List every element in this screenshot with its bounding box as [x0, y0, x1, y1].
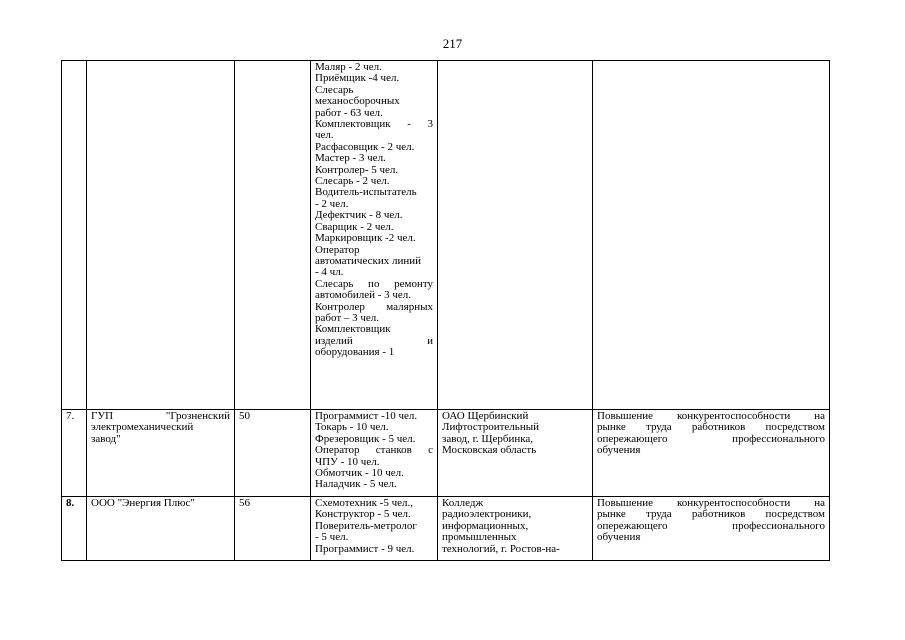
text-line: Контролер- 5 чел. [315, 163, 399, 176]
cell-organization [87, 410, 235, 497]
text-line: Оператор [315, 243, 360, 256]
text-line: ЧПУ - 10 чел. [315, 455, 380, 468]
text-line: электромеханический [91, 421, 194, 434]
cell-partner [438, 410, 593, 497]
text-line: рынке труда работников посредством [597, 508, 825, 521]
table-row [62, 61, 830, 410]
text-line: Московская область [442, 444, 537, 457]
page-number: 217 [442, 36, 463, 51]
text-line: технологий, г. Ростов-на- [442, 542, 560, 555]
text-line: Повышение конкурентоспособности на [597, 497, 825, 509]
cell-goal [593, 61, 830, 410]
cell-partner [438, 61, 593, 410]
text-line: опережающего профессионального [597, 432, 825, 445]
cell-count [235, 61, 311, 410]
cell-number: 7. [62, 410, 87, 497]
cell-goal [593, 410, 830, 497]
text-line: Фрезеровщик - 5 чел. [315, 432, 416, 445]
text-line: Программист -10 чел. [315, 410, 418, 422]
table-row [62, 410, 830, 497]
text-line: Конструктор - 5 чел. [315, 508, 411, 521]
text-line: радиоэлектроники, [442, 508, 532, 521]
text-line: Наладчик - 5 чел. [315, 478, 397, 491]
text-line: рынке труда работников посредством [597, 421, 825, 434]
text-line: Слесарь по ремонту [315, 277, 433, 290]
text-line: Колледж [442, 497, 484, 509]
text-line: оборудования - 1 [315, 346, 395, 359]
text-line: автоматических линий [315, 254, 422, 267]
text-line: Поверитель-метролог [315, 519, 417, 532]
text-line: Комплектовщик - 3 [315, 118, 433, 131]
text-line: автомобилей - 3 чел. [315, 289, 412, 302]
cell-number: 8. [62, 497, 87, 561]
text-line: ОАО Щербинский [442, 410, 529, 422]
text-line: Повышение конкурентоспособности на [597, 410, 825, 422]
text-line: Программист - 9 чел. [315, 542, 415, 555]
text-line: чел. [315, 129, 334, 142]
table-row [62, 497, 830, 561]
text-line: Мастер - 3 чел. [315, 152, 386, 165]
text-line: механосборочных [315, 95, 400, 108]
text-line: ООО "Энергия Плюс" [91, 497, 195, 509]
text-line: опережающего профессионального [597, 519, 825, 532]
text-line: Приёмщик -4 чел. [315, 72, 400, 85]
text-line: ГУП "Грозненский [91, 410, 230, 422]
cell-organization [87, 497, 235, 561]
cell-count: 56 [235, 497, 311, 561]
cell-partner [438, 497, 593, 561]
text-line: Оператор станков с [315, 444, 433, 457]
text-line: - 4 чл. [315, 266, 344, 279]
text-line: изделий и [315, 334, 433, 347]
text-line: Маркировщик -2 чел. [315, 232, 416, 245]
text-line: - 2 чел. [315, 197, 349, 210]
document-table [61, 60, 830, 561]
text-line: Расфасовщик - 2 чел. [315, 140, 415, 153]
text-line: завод" [91, 432, 121, 445]
text-line: Комплектовщик [315, 323, 391, 336]
text-line: Слесарь - 2 чел. [315, 175, 390, 188]
text-line: Маляр - 2 чел. [315, 61, 382, 73]
text-line: обучения [597, 531, 641, 544]
text-line: Контролер малярных [315, 300, 433, 313]
text-line: Лифтостроительный [442, 421, 539, 434]
cell-professions [311, 497, 438, 561]
text-line: промышленных [442, 531, 517, 544]
text-line: Дефектчик - 8 чел. [315, 209, 403, 222]
text-line: информационных, [442, 519, 529, 532]
text-line: работ - 63 чел. [315, 106, 383, 119]
cell-professions [311, 410, 438, 497]
text-line: завод, г. Щербинка, [442, 432, 534, 445]
text-line: Слесарь [315, 83, 354, 96]
cell-professions [311, 61, 438, 410]
text-line: работ – 3 чел. [315, 311, 380, 324]
text-line: Токарь - 10 чел. [315, 421, 389, 434]
text-line: Обмотчик - 10 чел. [315, 467, 404, 480]
text-line: обучения [597, 444, 641, 457]
text-line: Схемотехник -5 чел., [315, 497, 413, 509]
cell-number [62, 61, 87, 410]
table-body [62, 61, 830, 561]
text-line: - 5 чел. [315, 531, 349, 544]
text-line: Сварщик - 2 чел. [315, 220, 394, 233]
cell-goal [593, 497, 830, 561]
text-line: Водитель-испытатель [315, 186, 417, 199]
cell-organization [87, 61, 235, 410]
cell-count: 50 [235, 410, 311, 497]
